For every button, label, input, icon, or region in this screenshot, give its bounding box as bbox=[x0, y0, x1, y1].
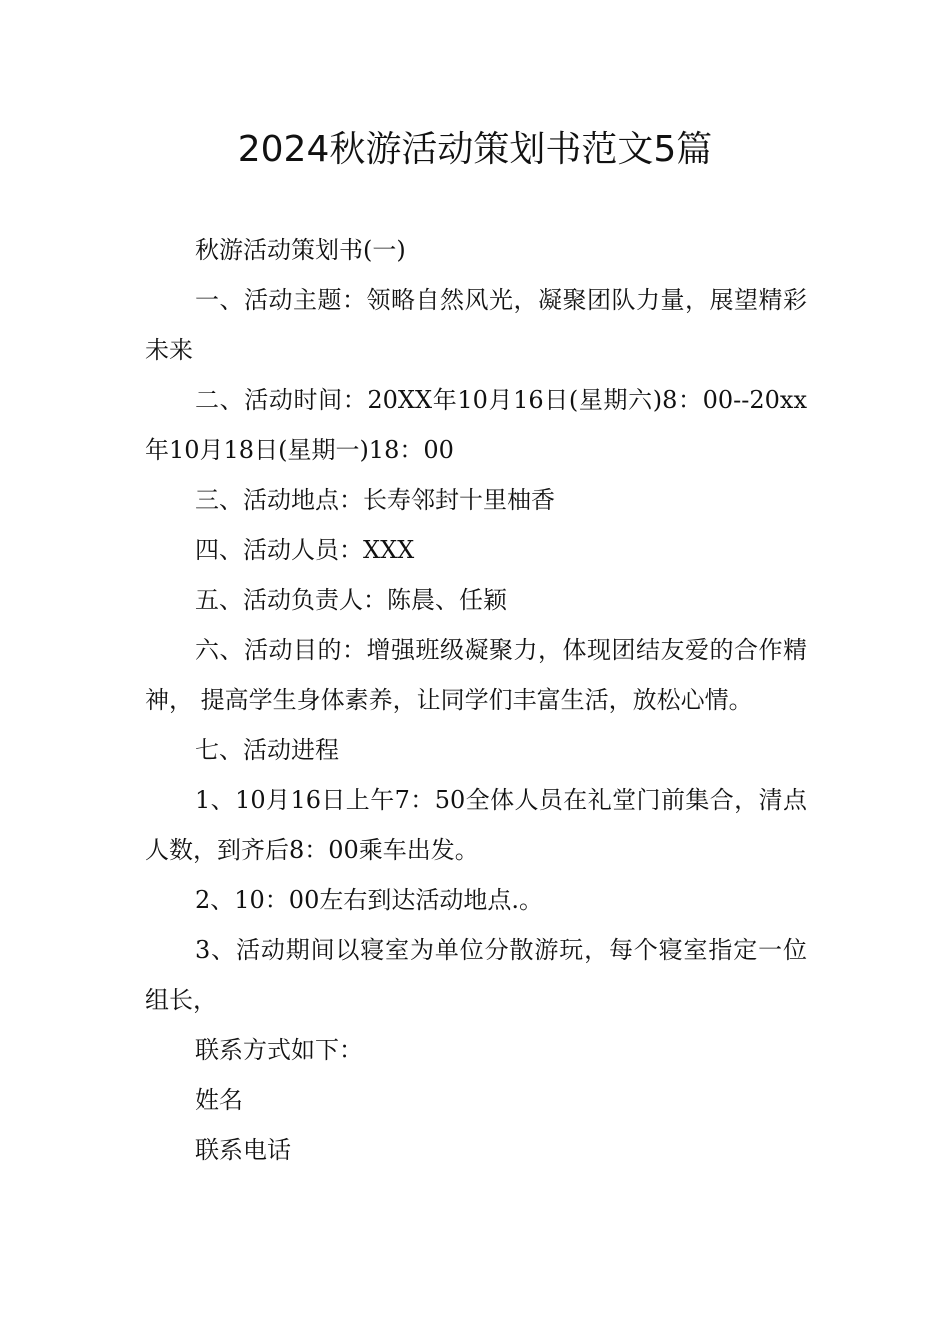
section-heading: 秋游活动策划书(一) bbox=[195, 236, 406, 264]
contact-phone-label: 联系电话 bbox=[195, 1136, 291, 1164]
activity-time: 二、活动时间：20XX年10月16日(星期六)8：00--20xx年10月18日(星期一)18：00 bbox=[145, 386, 807, 464]
activity-theme: 一、活动主题：领略自然风光，凝聚团队力量，展望精彩未来 bbox=[145, 286, 807, 364]
activity-participants: 四、活动人员：XXX bbox=[195, 536, 415, 564]
activity-purpose: 六、活动目的：增强班级凝聚力，体现团结友爱的合作精神， 提高学生身体素养，让同学们丰富生活，放松心情。 bbox=[145, 636, 807, 714]
process-step-1: 1、10月16日上午7：50全体人员在礼堂门前集合，清点人数，到齐后8：00乘车出发。 bbox=[145, 786, 807, 864]
activity-leaders: 五、活动负责人：陈晨、任颖 bbox=[195, 586, 507, 614]
page-title: 2024秋游活动策划书范文5篇 bbox=[237, 129, 713, 170]
document-body bbox=[145, 225, 807, 1175]
contact-intro: 联系方式如下： bbox=[195, 1036, 363, 1064]
activity-process-heading: 七、活动进程 bbox=[195, 736, 339, 764]
contact-name-label: 姓名 bbox=[195, 1086, 243, 1114]
activity-location: 三、活动地点：长寿邻封十里柚香 bbox=[195, 486, 555, 514]
process-step-3: 3、活动期间以寝室为单位分散游玩，每个寝室指定一位组长， bbox=[145, 936, 807, 1014]
process-step-2: 2、10：00左右到达活动地点.。 bbox=[195, 886, 543, 914]
